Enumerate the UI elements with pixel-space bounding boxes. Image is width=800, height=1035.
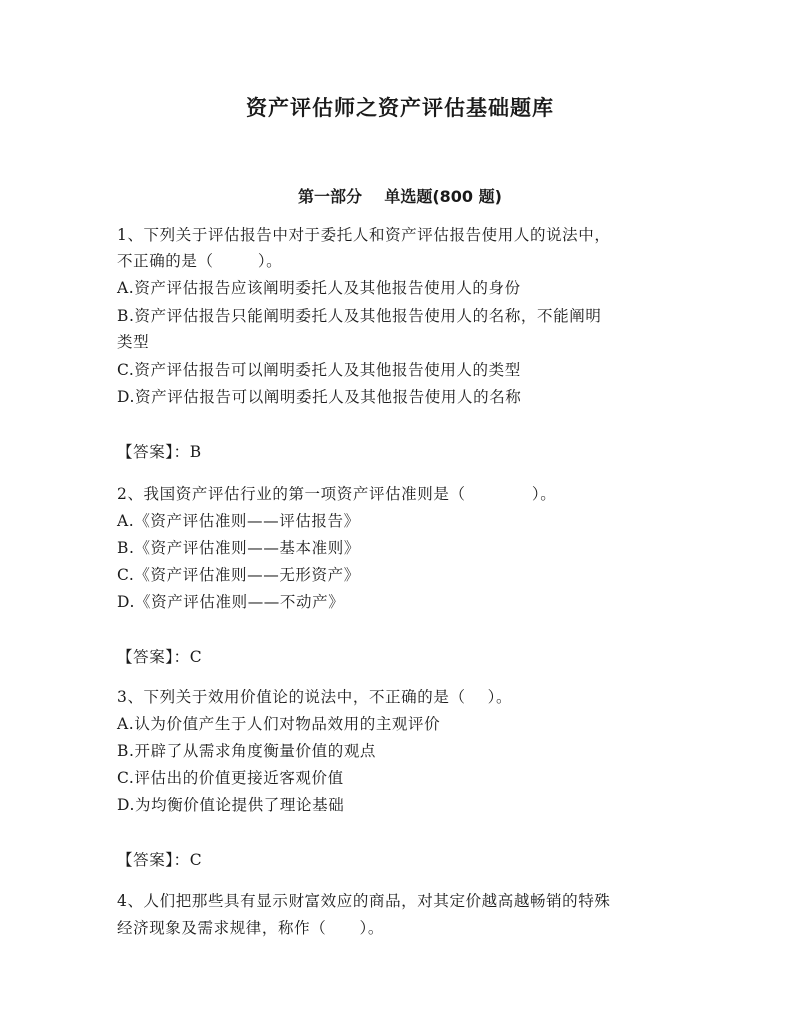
question-2-option-c: C.《资产评估准则——无形资产》: [117, 566, 360, 584]
question-3-option-d: D.为均衡价值论提供了理论基础: [117, 796, 345, 814]
question-2-option-a: A.《资产评估准则——评估报告》: [117, 512, 360, 530]
question-4-stem-line-1: 4、人们把那些具有显示财富效应的商品，对其定价越高越畅销的特殊: [117, 892, 611, 910]
question-1-stem-line-1: 1、下列关于评估报告中对于委托人和资产评估报告使用人的说法中，: [117, 226, 611, 244]
question-2-option-b: B.《资产评估准则——基本准则》: [117, 539, 360, 557]
question-1-answer: 【答案】：B: [117, 443, 202, 461]
question-3-option-a: A.认为价值产生于人们对物品效用的主观评价: [117, 715, 441, 733]
question-3-answer: 【答案】：C: [117, 851, 203, 869]
question-1-option-a: A.资产评估报告应该阐明委托人及其他报告使用人的身份: [117, 279, 521, 297]
question-3-stem-line-1: 3、下列关于效用价值论的说法中，不正确的是（ ）。: [117, 688, 513, 706]
document-title: 资产评估师之资产评估基础题库: [246, 96, 554, 120]
question-1-option-d: D.资产评估报告可以阐明委托人及其他报告使用人的名称: [117, 388, 522, 406]
question-1-stem-line-2: 不正确的是（ ）。: [117, 252, 283, 270]
question-4-stem-line-2: 经济现象及需求规律，称作（ ）。: [117, 919, 384, 937]
section-title: 第一部分 单选题(800 题): [298, 187, 502, 206]
question-3-option-b: B.开辟了从需求角度衡量价值的观点: [117, 742, 377, 760]
question-1-option-b: B.资产评估报告只能阐明委托人及其他报告使用人的名称，不能阐明: [117, 307, 602, 325]
question-3-option-c: C.评估出的价值更接近客观价值: [117, 769, 344, 787]
question-2-answer: 【答案】：C: [117, 648, 203, 666]
question-1-option-c: C.资产评估报告可以阐明委托人及其他报告使用人的类型: [117, 361, 521, 379]
question-2-option-d: D.《资产评估准则——不动产》: [117, 593, 345, 611]
question-2-stem-line-1: 2、我国资产评估行业的第一项资产评估准则是（ ）。: [117, 485, 557, 503]
question-1-option-b-continued: 类型: [117, 333, 150, 351]
